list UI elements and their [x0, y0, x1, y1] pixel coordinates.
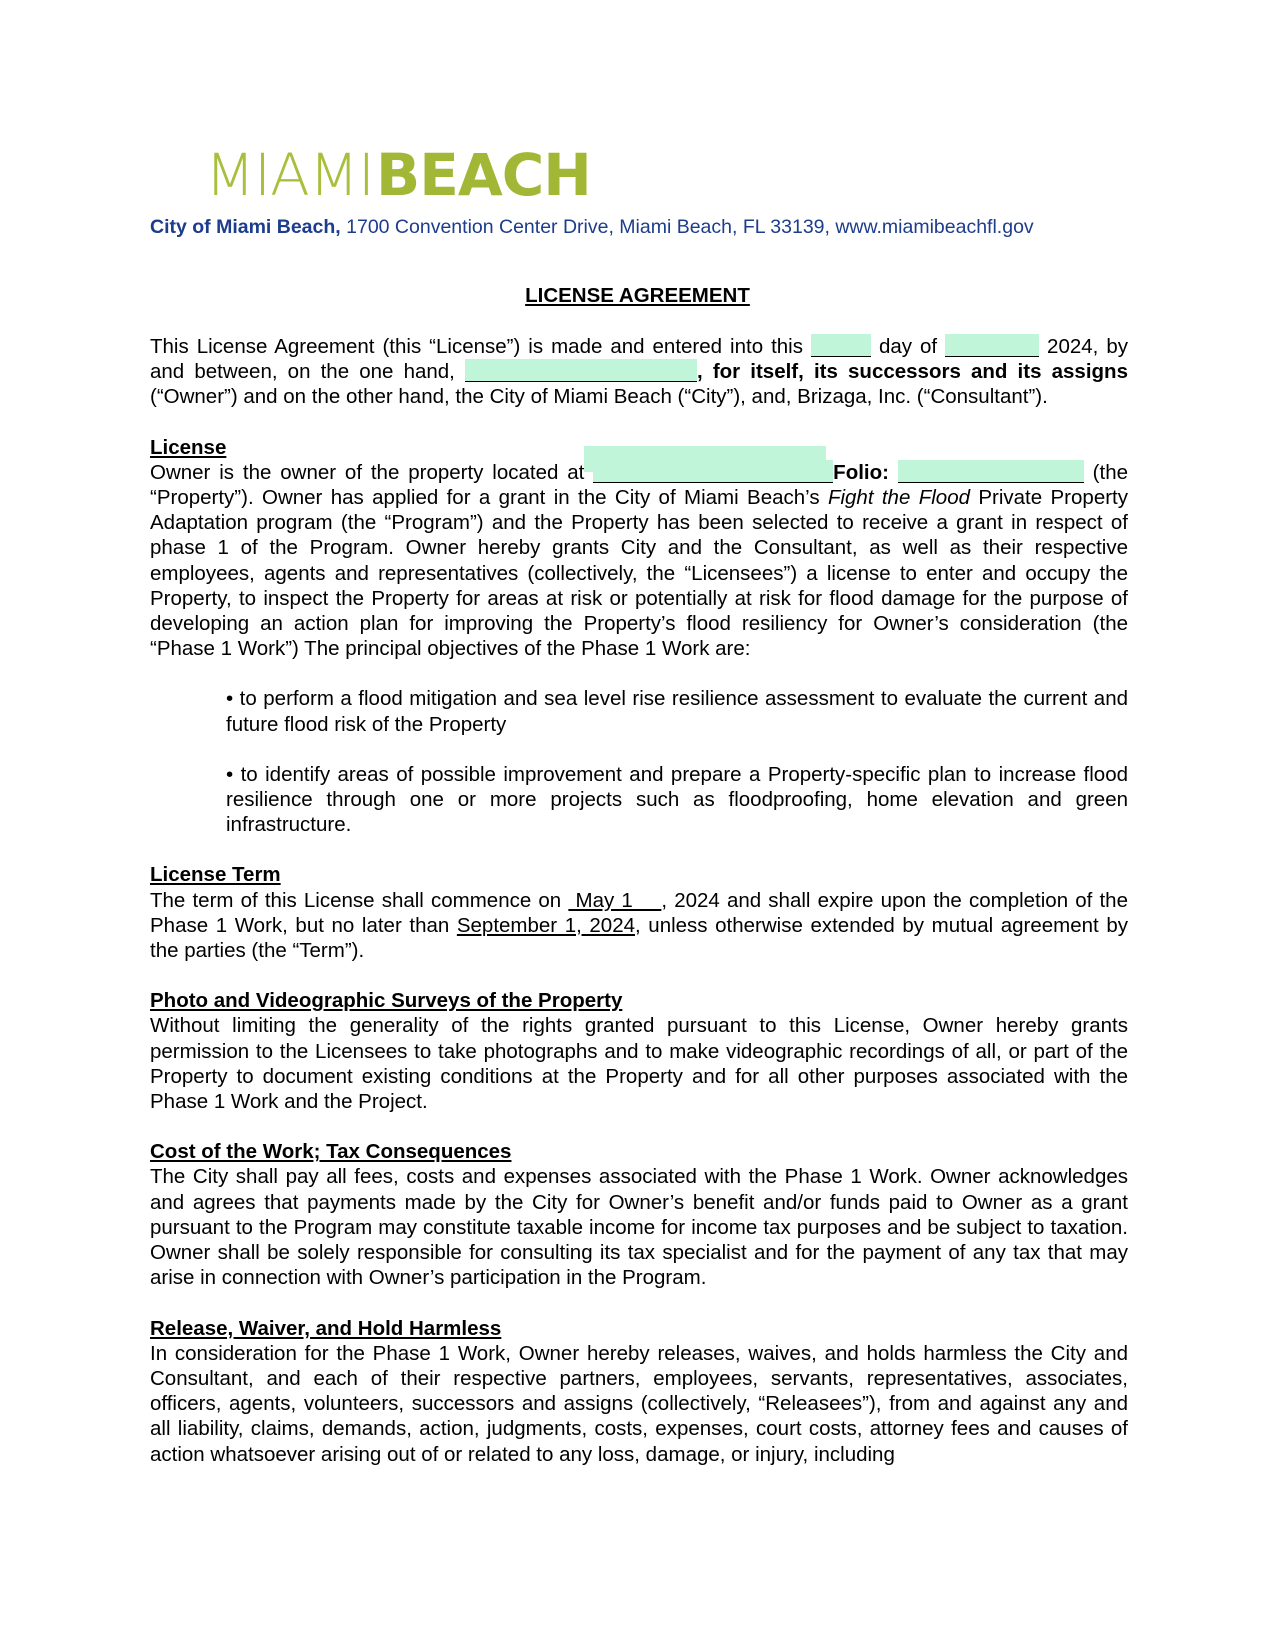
- license-text-1: Owner is the owner of the property located at: [150, 460, 594, 484]
- document-title: LICENSE AGREEMENT: [525, 284, 750, 307]
- cost-paragraph: The City shall pay all fees, costs and expenses associated with the Phase 1 Work. Owner acknowledges and agrees that payments made by the City for Owner’s benefit and/or funds paid to Owner as a grant pursuant to the Program may constitute taxable income for income tax purposes and be subject to taxation. Owner shall be solely responsible for consulting its tax specialist and for the payment of any tax that may arise in connection with Owner’s participation in the Program.: [150, 1165, 1128, 1290]
- intro-text-4: by and between, on the one hand,: [150, 335, 1128, 384]
- intro-text-5: , for itself, its successors and its: [697, 360, 1042, 384]
- month-field[interactable]: [945, 334, 1039, 357]
- day-field[interactable]: [811, 334, 871, 357]
- property-address-field[interactable]: [593, 460, 833, 483]
- start-date: May 1: [568, 888, 662, 912]
- term-paragraph: [150, 888, 1128, 964]
- term-heading: License Term: [150, 863, 281, 887]
- objective-bullet-1: • to perform a flood mitigation and sea level rise resilience assessment to evaluate the current and future flood risk of the Property: [226, 687, 1128, 736]
- photo-paragraph: Without limiting the generality of the rights granted pursuant to this License, Owner hereby grants permission to the Licensees to take photographs and to make videographic recordings of all, or part of the Property to document existing conditions at the Property and for all other purposes associated with the Phase 1 Work and the Project.: [150, 1014, 1128, 1114]
- logo-bold-text: BEACH: [375, 141, 591, 209]
- term-text-1: The term of this License shall commence on: [150, 888, 569, 912]
- release-heading: Release, Waiver, and Hold Harmless: [150, 1316, 502, 1340]
- end-date: September 1, 2024: [456, 913, 636, 937]
- intro-text-7: (“Owner”) and on the other hand, the City of Miami Beach (“City”), and, Brizaga, Inc. (“Consultant”).: [150, 385, 1048, 409]
- logo-light-text: MIAMI: [205, 141, 374, 209]
- objective-bullet-2: • to identify areas of possible improvement and prepare a Property-specific plan to increase flood resilience through one or more projects such as floodproofing, home elevation and green infrastructure.: [226, 762, 1128, 837]
- folio-field[interactable]: [898, 460, 1084, 483]
- owner-name-field[interactable]: [465, 359, 697, 382]
- intro-paragraph: [150, 334, 1128, 410]
- cost-heading: Cost of the Work; Tax Consequences: [150, 1140, 512, 1164]
- intro-text-6: assigns: [1051, 360, 1128, 384]
- license-text-3: Private Property Adaptation program (the “Program”) and the Property has been selected to receive a grant in respect of phase 1 of the Program. Owner hereby grants City and the Consultant, as well as their respective employees, agents and representatives (collectively, the “Licensees”) a license to enter and occupy the Property, to inspect the Property for areas at risk or potentially at risk for flood damage for the purpose of developing an action plan for improving the Property’s flood resiliency for Owner’s consideration (the “Phase 1 Work”) The principal objectives of the Phase 1 Work are:: [150, 486, 1128, 661]
- program-name: Fight the Flood: [827, 486, 970, 510]
- intro-text-2: day of: [870, 335, 946, 358]
- miami-beach-logo: [205, 141, 591, 209]
- term-text-3: , unless otherwise extended by mutual agreement by the parties (the “Term”).: [150, 913, 1128, 963]
- city-address: [150, 216, 1034, 239]
- photo-heading: Photo and Videographic Surveys of the Property: [150, 989, 623, 1013]
- address-line: 1700 Convention Center Drive, Miami Beach, FL 33139, www.miamibeachfl.gov: [340, 216, 1034, 238]
- intro-text-1: This License Agreement (this “License”) is made and entered into this: [150, 335, 811, 358]
- release-paragraph: In consideration for the Phase 1 Work, Owner hereby releases, waives, and holds harmless the City and Consultant, and each of their respective partners, employees, servants, representatives, associates, officers, agents, volunteers, successors and assigns (collectively, “Releasees”), from and against any and all liability, claims, demands, action, judgments, costs, expenses, court costs, attorney fees and causes of action whatsoever arising out of or related to any loss, damage, or injury, including: [150, 1341, 1128, 1466]
- intro-text-3: 2024,: [1039, 335, 1099, 358]
- license-text-2: (the “Property”). Owner has applied for a grant in the City of Miami Beach’s: [150, 460, 1128, 510]
- folio-label: Folio:: [833, 460, 898, 484]
- license-heading: License: [150, 435, 227, 459]
- license-paragraph: [150, 460, 1128, 662]
- term-text-2: , 2024 and shall expire upon the completion of the Phase 1 Work, but no later than: [150, 888, 1128, 937]
- city-name: City of Miami Beach,: [150, 216, 341, 238]
- document-body: [150, 334, 1128, 1467]
